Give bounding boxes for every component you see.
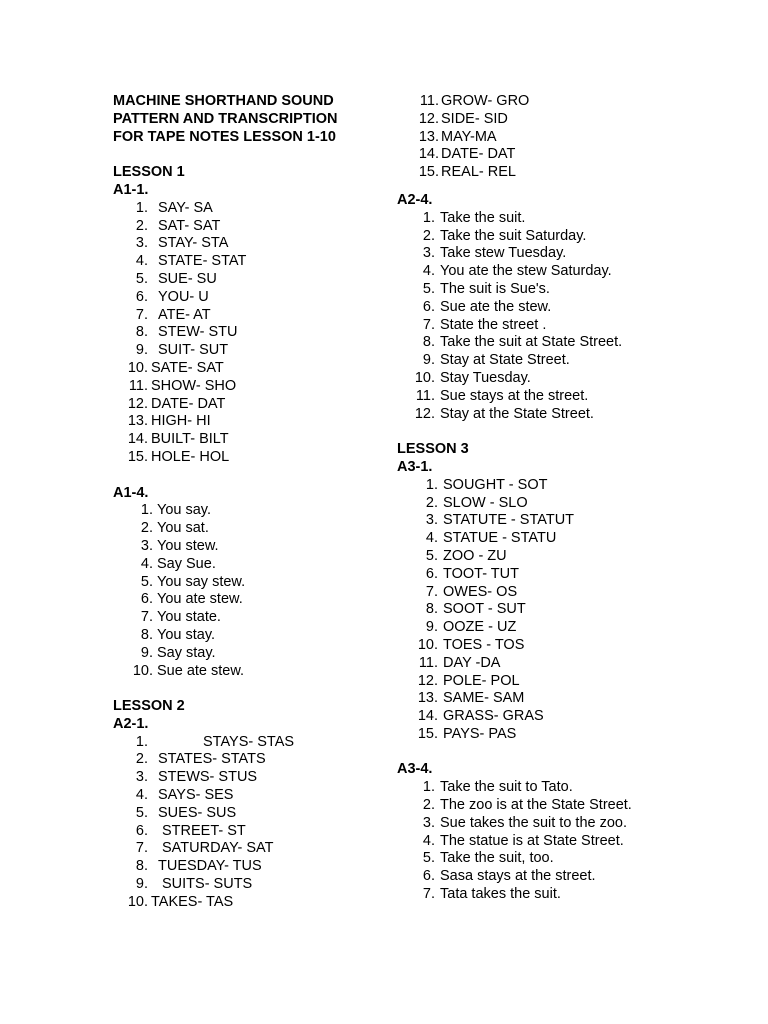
list-item: 5. Take the suit, too.: [422, 850, 554, 867]
list-item: 10. Sue ate stew.: [132, 662, 245, 679]
list-item: 8. STEW- STU: [135, 324, 238, 341]
list-item: 8. TUESDAY- TUS: [135, 858, 262, 875]
list-item: 5. The suit is Sue's.: [422, 280, 550, 297]
list-item: 6. Sue ate the stew.: [422, 298, 552, 315]
right-column: [397, 93, 697, 904]
list-item: 12. SIDE- SID: [418, 110, 508, 127]
list-item: 2. STATES- STATS: [135, 751, 266, 768]
list-item: 12. POLE- POL: [417, 672, 520, 689]
list-item: 11. Sue stays at the street.: [415, 387, 589, 404]
list-item: 4. STATUE - STATU: [425, 530, 557, 547]
list-item: 6. STREET- ST: [135, 822, 246, 839]
list-item: 9. Stay at State Street.: [422, 352, 570, 369]
list-item: 9. SUITS- SUTS: [135, 876, 253, 893]
list-item: 1. STAYS- STAS: [135, 733, 295, 750]
list-item: 4. Say Sue.: [140, 555, 216, 572]
list-item: 1. SAY- SA: [135, 199, 213, 216]
list-item: 7. ATE- AT: [135, 306, 211, 323]
list-item: 2. SLOW - SLO: [425, 494, 528, 511]
list-item: 9. Say stay.: [140, 644, 216, 661]
list-item: 7. OWES- OS: [425, 583, 518, 600]
list-item: 10. Stay Tuesday.: [414, 369, 531, 386]
list-item: 6. TOOT- TUT: [425, 565, 519, 582]
section-a2-4-label: A2-4.: [397, 191, 433, 208]
section-a2-1-label: A2-1.: [113, 715, 149, 732]
list-item: 1. SOUGHT - SOT: [425, 476, 548, 493]
a1-4-list: [113, 502, 383, 680]
list-item: 3. You stew.: [140, 537, 219, 554]
list-item: 5. SUES- SUS: [135, 804, 237, 821]
left-column: [113, 93, 383, 912]
list-item: 2. Take the suit Saturday.: [422, 227, 587, 244]
list-item: 7. You state.: [140, 609, 221, 626]
list-item: 15. REAL- REL: [418, 164, 516, 181]
list-item: 10. SATE- SAT: [127, 359, 224, 376]
list-item: 1. Take the suit to Tato.: [422, 779, 573, 796]
title-line: MACHINE SHORTHAND SOUND: [113, 93, 334, 109]
list-item: 14. GRASS- GRAS: [417, 708, 544, 725]
a1-1-list: [113, 200, 383, 467]
list-item: 2. SAT- SAT: [135, 217, 221, 234]
a2-1-list-continued: [397, 93, 697, 182]
list-item: 3. Take stew Tuesday.: [422, 245, 567, 262]
a2-4-list: [397, 210, 697, 424]
a3-4-list: [397, 779, 697, 904]
list-item: 7. State the street .: [422, 316, 547, 333]
a2-1-list: [113, 734, 383, 912]
list-item: 13. SAME- SAM: [417, 690, 525, 707]
list-item: 2. You sat.: [140, 520, 209, 537]
list-item: 14. DATE- DAT: [418, 146, 516, 163]
list-item: 6. Sasa stays at the street.: [422, 868, 596, 885]
title-line: FOR TAPE NOTES LESSON 1-10: [113, 128, 336, 145]
list-item: 15. HOLE- HOL: [127, 448, 230, 465]
title-line: PATTERN AND TRANSCRIPTION: [113, 110, 338, 127]
list-item: 13. HIGH- HI: [127, 413, 211, 430]
list-item: 11. DAY -DA: [418, 654, 501, 671]
list-item: 10. TAKES- TAS: [127, 893, 234, 910]
list-item: 7. Tata takes the suit.: [422, 886, 561, 903]
list-item: 15. PAYS- PAS: [417, 725, 517, 742]
section-a3-4-label: A3-4.: [397, 761, 433, 778]
list-item: 3. Sue takes the suit to the zoo.: [422, 814, 628, 831]
list-item: 7. SATURDAY- SAT: [135, 840, 274, 857]
list-item: 3. STAY- STA: [135, 235, 229, 252]
a3-1-list: [397, 477, 697, 744]
document-title: [113, 93, 383, 146]
list-item: 3. STATUTE - STATUT: [425, 512, 575, 529]
section-a3-1-label: A3-1.: [397, 458, 433, 475]
list-item: 4. SAYS- SES: [135, 787, 234, 804]
list-item: 12. Stay at the State Street.: [414, 405, 594, 422]
list-item: 2. The zoo is at the State Street.: [422, 797, 632, 814]
list-item: 3. STEWS- STUS: [135, 769, 258, 786]
list-item: 14. BUILT- BILT: [127, 431, 229, 448]
list-item: 5. SUE- SU: [135, 270, 217, 287]
lesson-1-heading: LESSON 1: [113, 164, 185, 181]
list-item: 11. SHOW- SHO: [128, 377, 237, 394]
list-item: 13. MAY-MA: [418, 128, 497, 145]
list-item: 5. You say stew.: [140, 573, 246, 590]
section-a1-1-label: A1-1.: [113, 181, 149, 198]
list-item: 6. You ate stew.: [140, 591, 243, 608]
list-item: 4. You ate the stew Saturday.: [422, 263, 612, 280]
list-item: 8. Take the suit at State Street.: [422, 334, 623, 351]
section-a1-4-label: A1-4.: [113, 484, 149, 501]
list-item: 8. SOOT - SUT: [425, 601, 526, 618]
list-item: 10. TOES - TOS: [417, 636, 525, 653]
list-item: 9. SUIT- SUT: [135, 342, 229, 359]
list-item: 9. OOZE - UZ: [425, 619, 517, 636]
list-item: 8. You stay.: [140, 626, 216, 643]
lesson-3-heading: LESSON 3: [397, 441, 469, 458]
list-item: 4. STATE- STAT: [135, 253, 247, 270]
list-item: 5. ZOO - ZU: [425, 547, 507, 564]
list-item: 4. The statue is at State Street.: [422, 832, 624, 849]
list-item: 1. Take the suit.: [422, 209, 526, 226]
list-item: 12. DATE- DAT: [127, 395, 226, 412]
list-item: 6. YOU- U: [135, 288, 209, 305]
list-item: 11. GROW- GRO: [419, 93, 530, 109]
lesson-2-heading: LESSON 2: [113, 698, 185, 715]
list-item: 1. You say.: [140, 502, 212, 519]
